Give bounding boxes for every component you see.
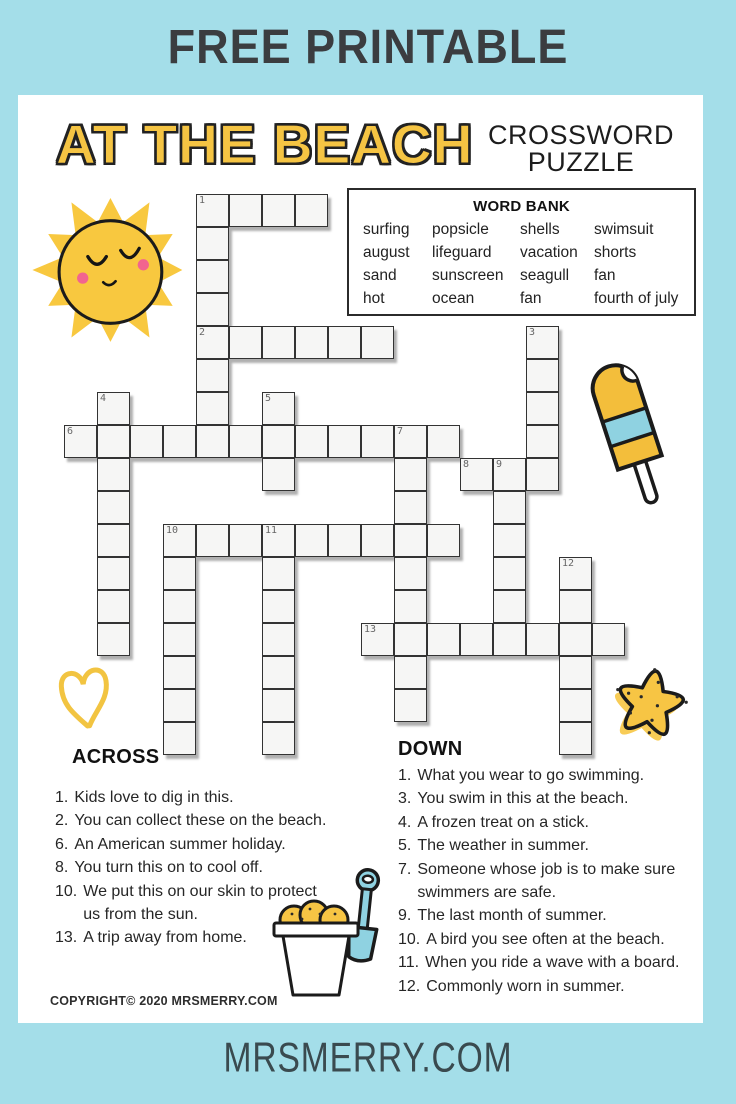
crossword-cell	[559, 722, 592, 755]
word-bank-title: WORD BANK	[473, 198, 570, 215]
crossword-cell	[559, 623, 592, 656]
sand-bucket-icon	[256, 866, 401, 1001]
word-bank-word: fourth of july	[594, 290, 679, 307]
banner-title: FREE PRINTABLE	[167, 18, 569, 74]
crossword-cell	[559, 590, 592, 623]
word-bank-word: sunscreen	[432, 267, 504, 284]
crossword-cell	[394, 623, 427, 656]
crossword-cell	[196, 326, 229, 359]
crossword-cell	[97, 491, 130, 524]
crossword-cell	[427, 425, 460, 458]
crossword-cell	[328, 425, 361, 458]
crossword-cell	[559, 656, 592, 689]
clue-text: The weather in summer.	[417, 837, 589, 855]
crossword-cell	[163, 524, 196, 557]
crossword-cell	[328, 326, 361, 359]
clue-number: 11.	[398, 954, 420, 972]
crossword-cell	[559, 557, 592, 590]
crossword-cell	[394, 557, 427, 590]
page-title: AT THE BEACH	[56, 113, 474, 175]
crossword-cell	[394, 524, 427, 557]
clue-item	[398, 904, 679, 927]
crossword-cell	[229, 326, 262, 359]
clue-text: Commonly worn in summer.	[426, 977, 625, 995]
crossword-cell	[163, 623, 196, 656]
crossword-cell	[262, 656, 295, 689]
across-heading: ACROSS	[72, 746, 160, 768]
cell-number: 9	[496, 459, 503, 470]
clue-number: 7.	[398, 860, 412, 878]
clue-text: When you ride a wave with a board.	[425, 954, 680, 972]
crossword-cell	[526, 425, 559, 458]
crossword-cell	[196, 425, 229, 458]
clue-number: 10.	[398, 930, 421, 948]
crossword-cell	[427, 524, 460, 557]
word-bank-word: popsicle	[432, 221, 489, 238]
word-bank-word: hot	[363, 290, 385, 307]
crossword-cell	[427, 623, 460, 656]
page-subtitle	[488, 122, 674, 176]
crossword-cell	[559, 689, 592, 722]
word-bank-word: shells	[520, 221, 560, 238]
clue-number: 1.	[55, 789, 69, 806]
clue-text: You swim in this at the beach.	[417, 790, 629, 808]
crossword-cell	[295, 425, 328, 458]
clue-text: You turn this on to cool off.	[74, 859, 263, 877]
crossword-cell	[163, 590, 196, 623]
crossword-cell	[262, 458, 295, 491]
word-bank-word: swimsuit	[594, 221, 654, 238]
crossword-cell	[163, 656, 196, 689]
cell-number: 13	[364, 624, 377, 635]
crossword-cell	[97, 524, 130, 557]
crossword-cell	[526, 359, 559, 392]
crossword-cell	[526, 326, 559, 359]
crossword-cell	[262, 326, 295, 359]
crossword-cell	[262, 425, 295, 458]
word-bank-word: fan	[520, 290, 542, 307]
crossword-cell	[262, 722, 295, 755]
crossword-cell	[196, 524, 229, 557]
clue-item	[55, 833, 326, 856]
clue-number: 4.	[398, 813, 412, 831]
clue-text: We put this on our skin to protect us from the sun.	[83, 882, 317, 924]
crossword-cell	[493, 557, 526, 590]
crossword-cell	[97, 557, 130, 590]
crossword-cell	[394, 491, 427, 524]
starfish-icon	[598, 645, 706, 763]
crossword-cell	[526, 392, 559, 425]
crossword-cell	[361, 326, 394, 359]
cell-number: 4	[100, 393, 107, 404]
cell-number: 2	[199, 327, 206, 338]
crossword-cell	[295, 524, 328, 557]
crossword-cell	[460, 623, 493, 656]
cell-number: 3	[529, 327, 536, 338]
word-bank-word: seagull	[520, 267, 570, 284]
crossword-cell	[97, 425, 130, 458]
crossword-cell	[394, 590, 427, 623]
crossword-cell	[493, 491, 526, 524]
crossword-cell	[493, 623, 526, 656]
clue-number: 8.	[55, 859, 69, 877]
crossword-cell	[196, 293, 229, 326]
crossword-cell	[97, 458, 130, 491]
crossword-cell	[130, 425, 163, 458]
subtitle-line-1: CROSSWORD	[488, 120, 674, 150]
clue-number: 10.	[55, 882, 78, 900]
clue-item	[55, 786, 326, 809]
clue-number: 3.	[398, 790, 412, 808]
crossword-cell	[163, 557, 196, 590]
cell-number: 1	[199, 195, 206, 206]
crossword-cell	[196, 194, 229, 227]
word-bank-word: lifeguard	[432, 244, 492, 261]
clue-item	[398, 858, 679, 905]
clue-number: 12.	[398, 977, 421, 995]
cell-number: 10	[166, 525, 179, 536]
cell-number: 12	[562, 558, 575, 569]
clue-text: You can collect these on the beach.	[74, 812, 327, 830]
word-bank-word: ocean	[432, 290, 475, 307]
crossword-cell	[394, 689, 427, 722]
shovel-icon	[345, 868, 382, 962]
word-bank-word: august	[363, 244, 410, 261]
down-clue-list	[398, 764, 679, 998]
clue-number: 6.	[55, 835, 69, 853]
down-heading: DOWN	[398, 738, 463, 760]
crossword-cell	[196, 260, 229, 293]
word-bank-word: fan	[594, 267, 616, 284]
copyright-text: COPYRIGHT© 2020 MRSMERRY.COM	[50, 994, 278, 1008]
word-bank-word: vacation	[520, 244, 578, 261]
crossword-cell	[163, 425, 196, 458]
clue-text: What you wear to go swimming.	[417, 767, 645, 784]
clue-item	[55, 809, 326, 832]
crossword-cell	[262, 557, 295, 590]
crossword-cell	[262, 623, 295, 656]
crossword-cell	[262, 689, 295, 722]
crossword-cell	[229, 524, 262, 557]
crossword-cell	[97, 590, 130, 623]
crossword-cell	[526, 458, 559, 491]
clue-text: The last month of summer.	[417, 907, 607, 925]
heart-icon	[56, 662, 116, 740]
crossword-cell	[196, 227, 229, 260]
word-bank-word: surfing	[363, 221, 410, 238]
crossword-cell	[262, 524, 295, 557]
crossword-cell	[262, 392, 295, 425]
cell-number: 7	[397, 426, 404, 437]
clue-text: Someone whose job is to make sure swimmers are safe.	[417, 860, 676, 902]
crossword-cell	[394, 656, 427, 689]
crossword-cell	[295, 194, 328, 227]
clue-item	[398, 764, 679, 787]
clue-text: A bird you see often at the beach.	[426, 930, 665, 948]
crossword-cell	[460, 458, 493, 491]
clue-text: Kids love to dig in this.	[74, 789, 234, 806]
crossword-cell	[493, 458, 526, 491]
crossword-cell	[262, 194, 295, 227]
crossword-cell	[64, 425, 97, 458]
popsicle-icon	[583, 356, 675, 516]
subtitle-line-2: PUZZLE	[527, 147, 635, 177]
crossword-cell	[262, 590, 295, 623]
site-url: MRSMERRY.COM	[223, 1034, 513, 1082]
clue-number: 13.	[55, 929, 78, 947]
cell-number: 6	[67, 426, 74, 437]
crossword-cell	[97, 623, 130, 656]
crossword-cell	[196, 392, 229, 425]
crossword-cell	[493, 524, 526, 557]
crossword-cell	[229, 194, 262, 227]
cell-number: 11	[265, 525, 278, 536]
crossword-cell	[97, 392, 130, 425]
crossword-cell	[196, 359, 229, 392]
word-bank-word: sand	[363, 267, 397, 284]
clue-text: A trip away from home.	[83, 929, 247, 947]
crossword-cell	[394, 458, 427, 491]
crossword-grid	[64, 194, 625, 755]
clue-item	[398, 834, 679, 857]
cell-number: 5	[265, 393, 272, 404]
crossword-cell	[163, 722, 196, 755]
clue-number: 5.	[398, 837, 412, 855]
clue-item	[398, 975, 679, 998]
crossword-cell	[493, 590, 526, 623]
crossword-cell	[163, 689, 196, 722]
clue-item	[398, 928, 679, 951]
crossword-cell	[328, 524, 361, 557]
clue-item	[398, 811, 679, 834]
crossword-cell	[526, 623, 559, 656]
crossword-cell	[394, 425, 427, 458]
clue-number: 9.	[398, 907, 412, 925]
clue-number: 2.	[55, 812, 69, 830]
crossword-cell	[361, 524, 394, 557]
crossword-cell	[361, 425, 394, 458]
clue-item	[398, 951, 679, 974]
clue-item	[398, 787, 679, 810]
word-bank-word: shorts	[594, 244, 637, 261]
crossword-cell	[229, 425, 262, 458]
cell-number: 8	[463, 459, 470, 470]
clue-text: A frozen treat on a stick.	[417, 813, 589, 831]
clue-number: 1.	[398, 767, 412, 784]
crossword-cell	[295, 326, 328, 359]
clue-text: An American summer holiday.	[74, 835, 286, 853]
crossword-cell	[361, 623, 394, 656]
